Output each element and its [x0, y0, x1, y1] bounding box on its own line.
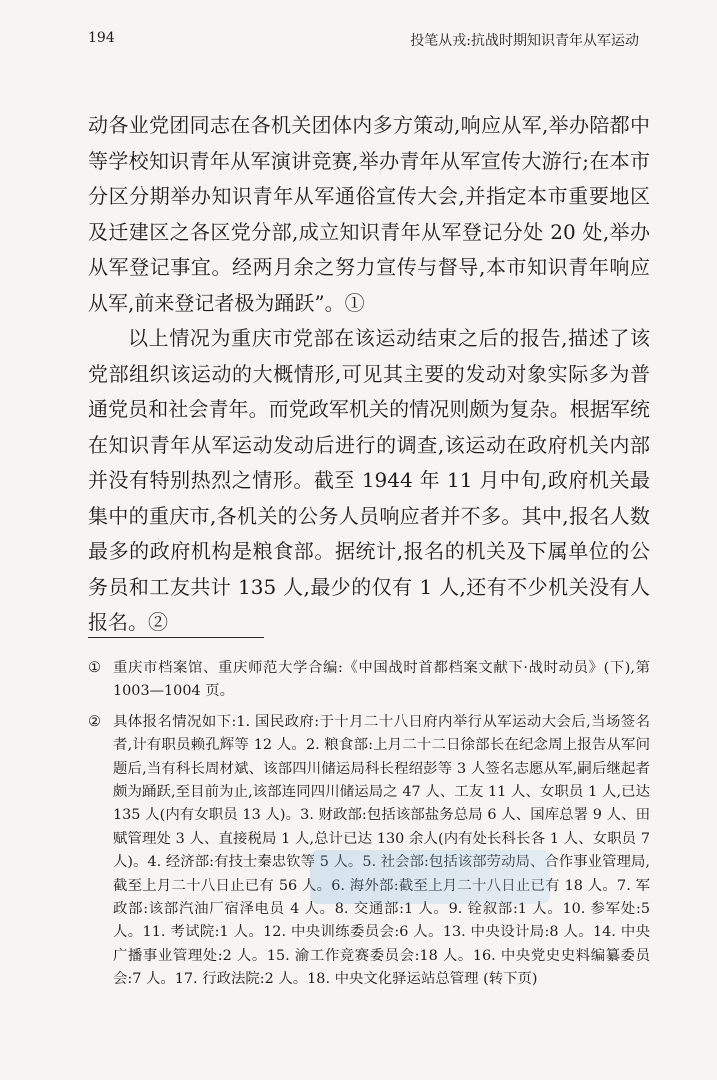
- paragraph: 以上情况为重庆市党部在该运动结束之后的报告,描述了该党部组织该运动的大概情形,可见其主要的发动对象实际多为普通党员和社会青年。而党政军机关的情况则颇为复杂。根据军统在知识青年从军运动发动后进行的调查,该运动在政府机关内部并没有特别热烈之情形。截至 1944 年 11 月中旬,政府机关最集中的重庆市,各机关的公务人员响应者并不多。其中,报名人数最多的政府机构是粮食部。据统计,报名的机关及下属单位的公务员和工友共计 135 人,最少的仅有 1 人,还有不少机关没有人报名。②: [88, 326, 650, 634]
- footnotes: [88, 657, 650, 999]
- footnote-divider: [88, 637, 264, 638]
- body-text: [88, 108, 650, 641]
- footnote-text: 具体报名情况如下:1. 国民政府:于十月二十八日府内举行从军运动大会后,当场签名者,计有职员赖孔辉等 12 人。2. 粮食部:上月二十二日徐部长在纪念周上报告从军问题后,当有科长周材斌、该部四川储运局科长程绍彭等 3 人签名志愿从军,嗣后继起者颇为踊跃,至目前为止,该部连同四川储运局之 47 人、工友 11 人、女职员 1 人,已达 135 人(内有女职员 13 人)。3. 财政部:包括该部盐务总局 6 人、国库总署 9 人、田赋管理处 3 人、直接税局 1 人,总计已达 130 余人(内有处长科长各 1 人、女职员 7 人)。4. 经济部:有技士秦忠钦等 5 人。5. 社会部:包括该部劳动局、合作事业管理局,截至上月二十八日止已有 56 人。6. 海外部:截至上月二十八日止已有 18 人。7. 军政部:该部汽油厂宿泽电员 4 人。8. 交通部:1 人。9. 铨叙部:1 人。10. 参军处:5 人。11. 考试院:1 人。12. 中央训练委员会:6 人。13. 中央设计局:8 人。14. 中央广播事业管理处:2 人。15. 渝工作竞赛委员会:18 人。16. 中央党史史料编纂委员会:7 人。17. 行政法院:2 人。18. 中央文化驿运站总管理 (转下页): [113, 713, 650, 988]
- footnote-text: 重庆市档案馆、重庆师范大学合编:《中国战时首都档案文献下·战时动员》(下),第1003—1004 页。: [113, 660, 650, 700]
- paragraph: 动各业党团同志在各机关团体内多方策动,响应从军,举办陪都中等学校知识青年从军演讲竞赛,举办青年从军宣传大游行;在本市分区分期举办知识青年从军通俗宣传大会,并指定本市重要地区及迁建区之各区党分部,成立知识青年从军登记分处 20 处,举办从军登记事宜。经两月余之努力宣传与督导,本市知识青年响应从军,前来登记者极为踊跃”。①: [88, 113, 650, 315]
- running-title: 投笔从戎:抗战时期知识青年从军运动: [410, 33, 639, 49]
- footnote-marker: ②: [88, 713, 101, 730]
- footnote-item: [88, 657, 650, 704]
- footnote-marker: ①: [88, 660, 101, 676]
- page-number: 194: [88, 30, 115, 46]
- footnote-item: [88, 711, 650, 992]
- page-header: [88, 30, 639, 52]
